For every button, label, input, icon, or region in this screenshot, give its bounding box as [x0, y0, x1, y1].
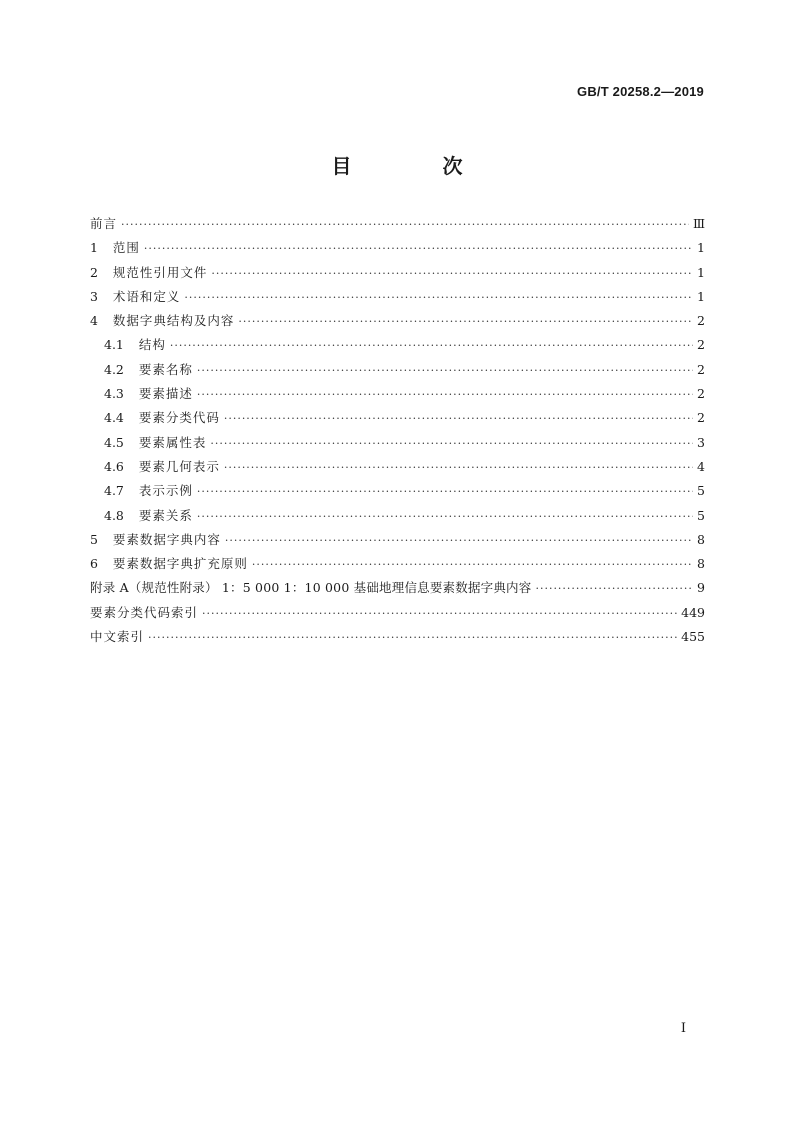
toc-entry-4-3[interactable]: [90, 384, 705, 408]
toc-page-number: 2: [697, 313, 705, 329]
toc-entry-normative-references[interactable]: [90, 263, 705, 287]
table-of-contents: [90, 214, 705, 651]
toc-entry-4-6[interactable]: [90, 457, 705, 481]
toc-entry-dictionary-structure[interactable]: [90, 311, 705, 335]
toc-entry-scope[interactable]: [90, 238, 705, 262]
toc-dot-leader: [224, 461, 693, 474]
toc-page-number: 2: [697, 361, 705, 377]
toc-dot-leader: [148, 631, 677, 644]
toc-page-number: 5: [697, 507, 705, 523]
toc-dot-leader: [535, 582, 693, 595]
toc-page-number: 9: [697, 580, 705, 596]
toc-entry-label: 4.7 表示示例: [104, 483, 193, 499]
toc-entry-terms[interactable]: [90, 287, 705, 311]
toc-entry-chinese-index[interactable]: [90, 627, 705, 651]
toc-entry-label: 前言: [90, 216, 118, 231]
toc-entry-label: 4 数据字典结构及内容: [90, 313, 235, 329]
toc-entry-preface[interactable]: [90, 214, 705, 238]
toc-entry-4-7[interactable]: [90, 481, 705, 505]
toc-page-number: 2: [697, 337, 705, 353]
toc-entry-4-5[interactable]: [90, 433, 705, 457]
toc-entry-label: 4.4 要素分类代码: [104, 410, 220, 426]
toc-entry-4-1[interactable]: [90, 335, 705, 359]
toc-dot-leader: [197, 510, 693, 523]
toc-dot-leader: [197, 485, 693, 498]
toc-entry-label: 4.1 结构: [104, 337, 166, 353]
toc-entry-label: 4.8 要素关系: [104, 507, 193, 523]
toc-entry-extension-principles[interactable]: [90, 554, 705, 578]
toc-page-number: 3: [697, 434, 705, 450]
toc-page-number: 2: [697, 410, 705, 426]
toc-page-number: Ⅲ: [692, 216, 705, 231]
toc-dot-leader: [197, 388, 693, 401]
toc-page-number: 1: [697, 264, 705, 280]
toc-entry-label: 6 要素数据字典扩充原则: [90, 556, 248, 572]
toc-entry-label: 要素分类代码索引: [90, 604, 199, 620]
standard-code: GB/T 20258.2—2019: [577, 84, 704, 99]
toc-entry-label: 1 范围: [90, 240, 140, 256]
toc-entry-label: 中文索引: [90, 629, 145, 645]
toc-entry-label: 2 规范性引用文件: [90, 264, 208, 280]
toc-dot-leader: [202, 607, 677, 620]
toc-entry-label: 4.2 要素名称: [104, 361, 193, 377]
page-number: Ⅰ: [680, 1021, 686, 1036]
toc-dot-leader: [184, 291, 693, 304]
toc-entry-label: 3 术语和定义: [90, 288, 181, 304]
toc-dot-leader: [211, 267, 693, 280]
toc-entry-classification-code-index[interactable]: [90, 603, 705, 627]
toc-entry-dictionary-content[interactable]: [90, 530, 705, 554]
toc-page-number: 1: [697, 240, 705, 256]
toc-entry-4-2[interactable]: [90, 360, 705, 384]
toc-dot-leader: [252, 558, 693, 571]
toc-entry-4-4[interactable]: [90, 408, 705, 432]
toc-entry-label: 4.5 要素属性表: [104, 434, 207, 450]
toc-page-number: 455: [681, 629, 705, 645]
toc-page-number: 449: [681, 604, 705, 620]
toc-entry-label: 4.6 要素几何表示: [104, 458, 220, 474]
toc-entry-appendix-a[interactable]: [90, 578, 705, 602]
toc-dot-leader: [210, 437, 693, 450]
toc-page-number: 8: [697, 531, 705, 547]
toc-entry-4-8[interactable]: [90, 506, 705, 530]
toc-page-number: 1: [697, 288, 705, 304]
toc-dot-leader: [144, 242, 693, 255]
toc-entry-label: 5 要素数据字典内容: [90, 531, 221, 547]
toc-dot-leader: [224, 412, 693, 425]
toc-page-number: 2: [697, 386, 705, 402]
toc-dot-leader: [170, 339, 693, 352]
toc-dot-leader: [238, 315, 693, 328]
toc-page-number: 8: [697, 556, 705, 572]
toc-page-number: 4: [697, 458, 705, 474]
page-title: 目 次: [331, 154, 505, 178]
toc-entry-label: 附录 A（规范性附录） 1：5 000 1：10 000 基础地理信息要素数据字典内容: [90, 580, 532, 596]
toc-dot-leader: [225, 534, 693, 547]
toc-entry-label: 4.3 要素描述: [104, 386, 193, 402]
toc-dot-leader: [121, 218, 689, 231]
toc-dot-leader: [197, 364, 693, 377]
toc-page-number: 5: [697, 483, 705, 499]
